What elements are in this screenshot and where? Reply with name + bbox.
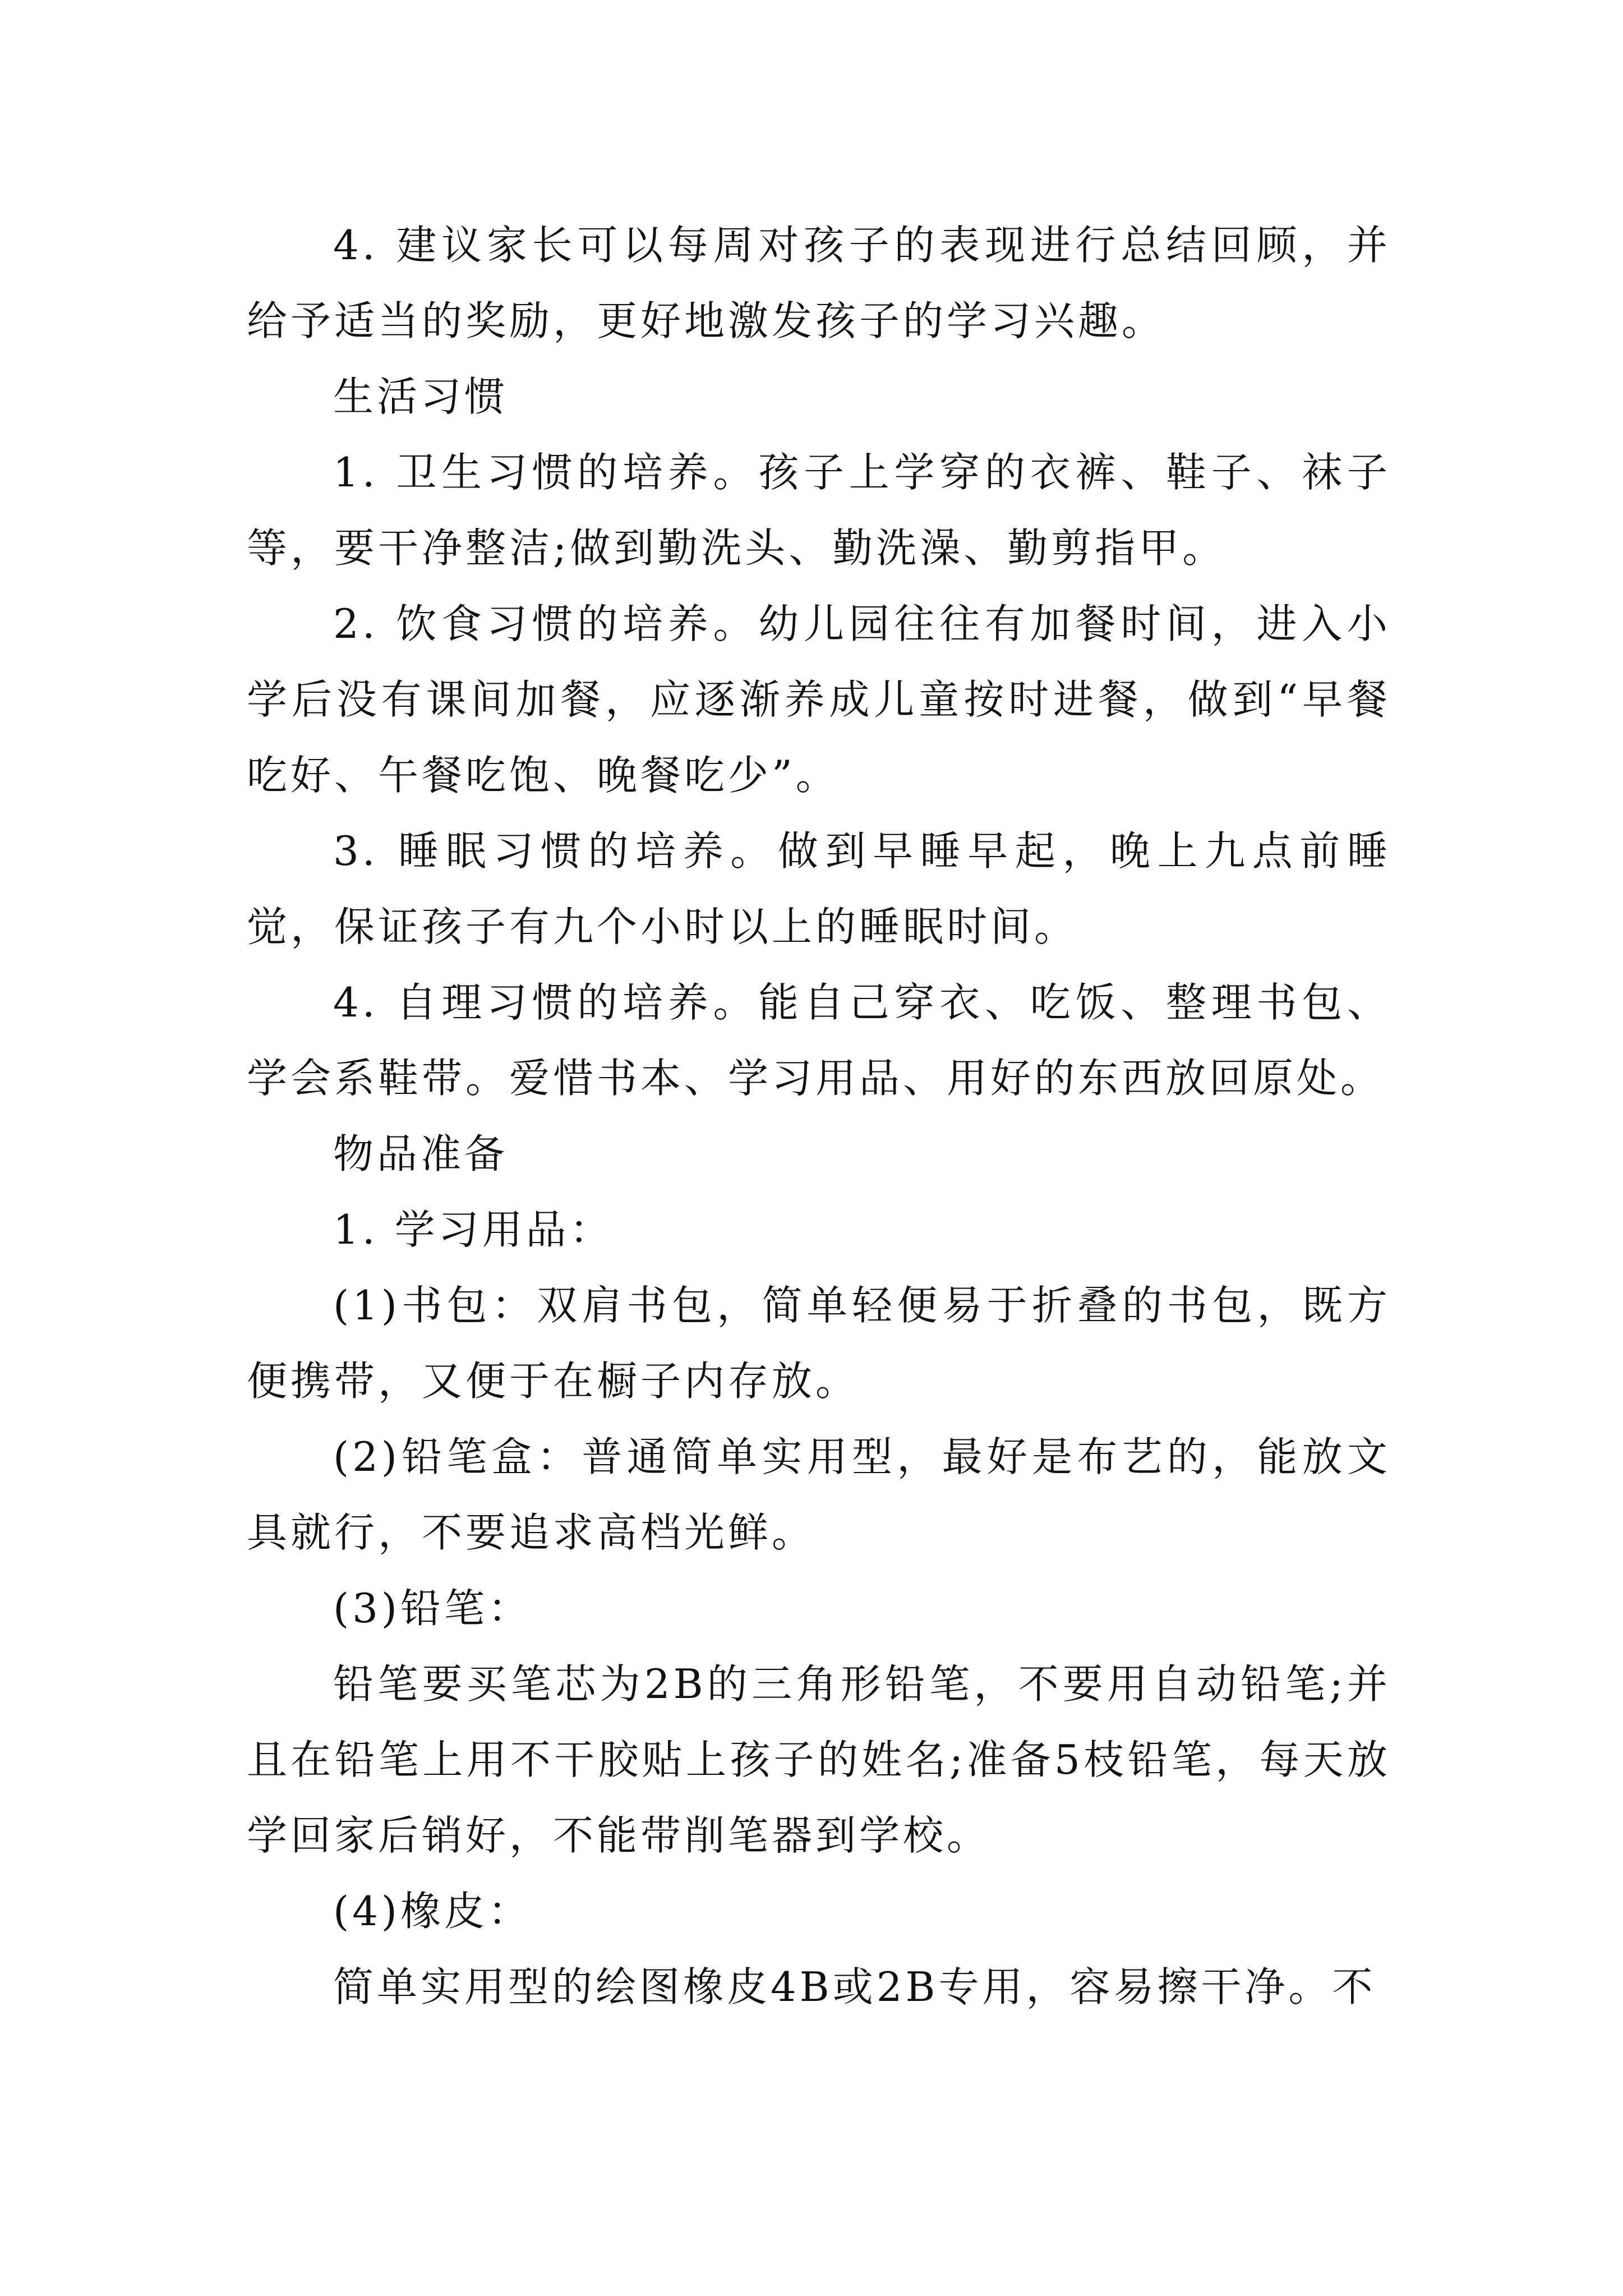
section-heading-supplies: 物品准备 (333, 1130, 509, 1177)
list-item: 1. 学习用品： (333, 1206, 614, 1253)
paragraph: 铅笔要买笔芯为2B的三角形铅笔，不要用自动铅笔;并且在铅笔上用不干胶贴上孩子的姓名;准备5枝铅笔，每天放学回家后销好，不能带削笔器到学校。 (247, 1660, 1391, 1859)
section-heading-life-habits: 生活习惯 (333, 373, 509, 420)
paragraph: 4. 建议家长可以每周对孩子的表现进行总结回顾，并给予适当的奖励，更好地激发孩子的学习兴趣。 (247, 222, 1391, 344)
document-body (247, 208, 1391, 2025)
paragraph: 简单实用型的绘图橡皮4B或2B专用，容易擦干净。不 (333, 1963, 1376, 2010)
list-item: (2)铅笔盒：普通简单实用型，最好是布艺的，能放文具就行，不要追求高档光鲜。 (247, 1433, 1391, 1556)
list-item: (1)书包：双肩书包，简单轻便易于折叠的书包，既方便携带，又便于在橱子内存放。 (247, 1282, 1391, 1405)
paragraph: 3. 睡眠习惯的培养。做到早睡早起，晚上九点前睡觉，保证孩子有九个小时以上的睡眠时间。 (247, 827, 1391, 950)
list-item: (3)铅笔： (333, 1585, 532, 1632)
list-item: (4)橡皮： (333, 1888, 532, 1935)
paragraph: 1. 卫生习惯的培养。孩子上学穿的衣裤、鞋子、袜子等，要干净整洁;做到勤洗头、勤洗澡、勤剪指甲。 (247, 449, 1391, 572)
paragraph: 4. 自理习惯的培养。能自己穿衣、吃饭、整理书包、学会系鞋带。爱惜书本、学习用品、用好的东西放回原处。 (247, 979, 1391, 1102)
paragraph: 2. 饮食习惯的培养。幼儿园往往有加餐时间，进入小学后没有课间加餐，应逐渐养成儿童按时进餐，做到“早餐吃好、午餐吃饱、晚餐吃少”。 (247, 600, 1391, 799)
